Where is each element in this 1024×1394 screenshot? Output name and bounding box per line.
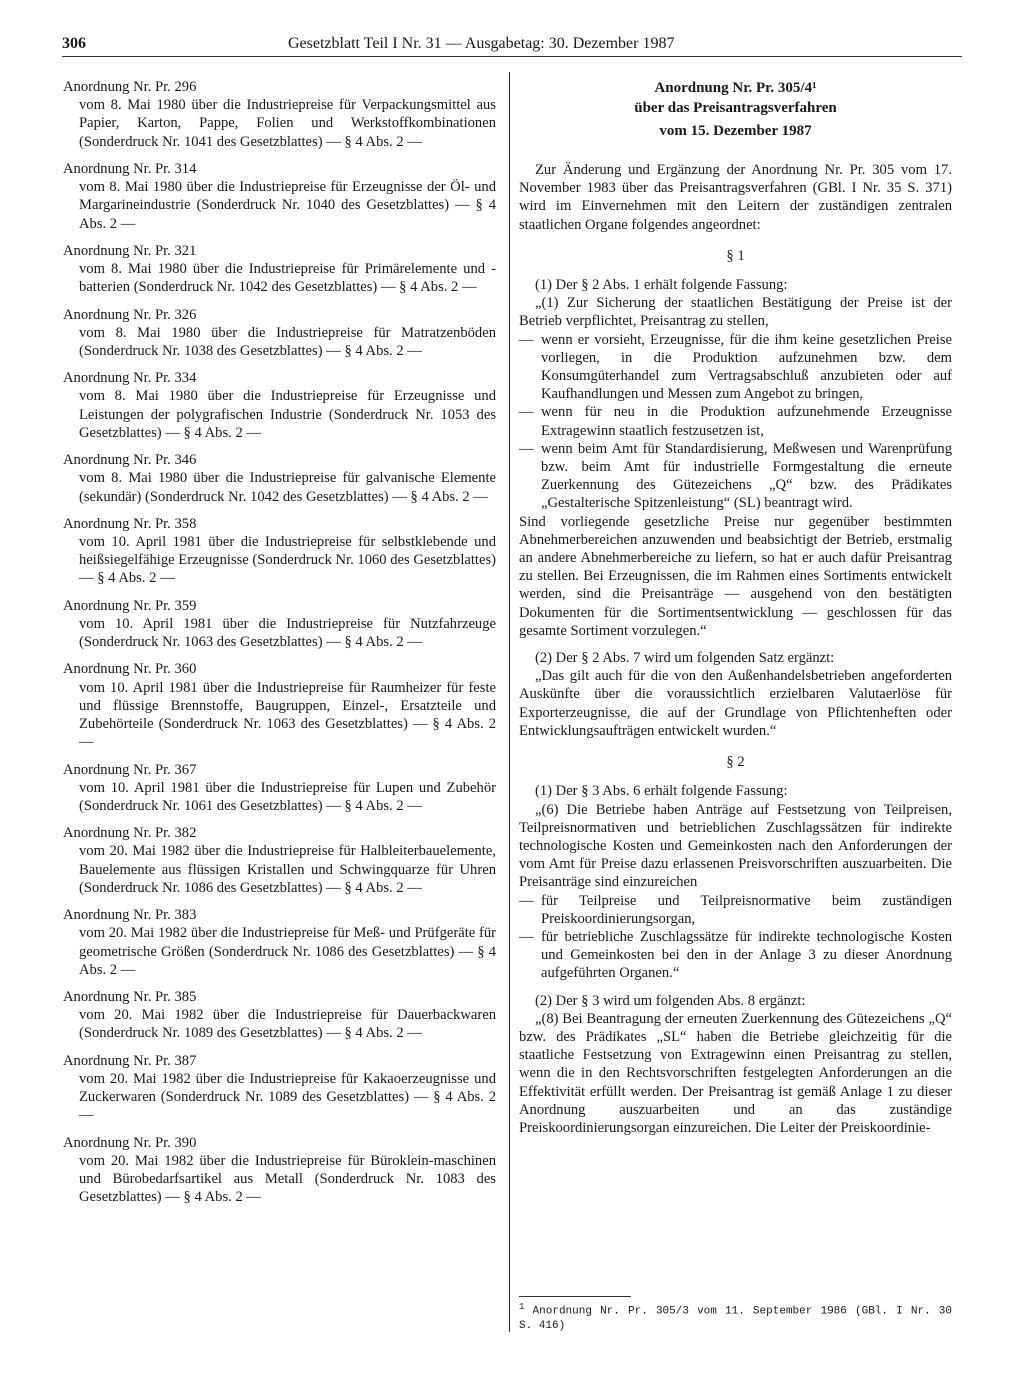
gap (519, 983, 952, 992)
dash-item (519, 892, 952, 928)
entry-body: vom 10. April 1981 über die Industriepreise für Lupen und Zubehör (Sonderdruck Nr. 1061 des Gesetzblattes) — § 4 Abs. 2 — (79, 779, 496, 814)
entry-heading: Anordnung Nr. Pr. 326 (63, 306, 197, 323)
paragraph-intro: (2) Der § 2 Abs. 7 wird um folgenden Satz ergänzt: (535, 650, 835, 667)
dash-bullet: — (519, 928, 534, 945)
dash-bullet: — (519, 331, 534, 348)
dash-bullet: — (519, 404, 534, 421)
entry-heading: Anordnung Nr. Pr. 346 (63, 452, 197, 469)
entry-heading: Anordnung Nr. Pr. 360 (63, 661, 197, 678)
right-column (519, 78, 952, 1137)
entry-body: vom 20. Mai 1982 über die Industriepreise für Büroklein-maschinen und Bürobedarfsartikel aus Metall (Sonderdruck Nr. 1083 des Gesetzblattes) — § 4 Abs. 2 — (79, 1152, 496, 1206)
entry-heading: Anordnung Nr. Pr. 321 (63, 242, 197, 259)
dash-item-text: wenn er vorsieht, Erzeugnisse, für die ihm keine gesetzlichen Preise vorliegen, in die Produktion aufzunehmen bzw. dem Konsumgüterhandel zum Vertragsabschluß anzubieten oder auf Kaufhandlungen und Messen zum Angebot zu bringen, (541, 331, 952, 403)
list-item (63, 78, 496, 151)
entry-body: vom 10. April 1981 über die Industriepreise für Nutzfahrzeuge (Sonderdruck Nr. 1063 des Gesetzblattes) — § 4 Abs. 2 — (79, 615, 496, 651)
entry-body: vom 8. Mai 1980 über die Industriepreise für Primärelemente und -batterien (Sonderdruck Nr. 1042 des Gesetzblattes) — § 4 Abs. 2 — (79, 261, 496, 296)
entry-heading: Anordnung Nr. Pr. 390 (63, 1134, 197, 1151)
paragraph-intro: (2) Der § 3 wird um folgenden Abs. 8 ergänzt: (535, 992, 806, 1009)
dash-item-text: für Teilpreise und Teilpreisnormative beim zuständigen Preiskoordinierungsorgan, (541, 892, 952, 927)
dash-item-text: wenn beim Amt für Standardisierung, Meßwesen und Warenprüfung bzw. beim Amt für industrielle Formgestaltung die erneute Zuerkennung des Gütezeichens „Q“ bzw. des Prädikates „Gestalterische Spitzenleistung“ (SL) beantragt wird. (541, 440, 952, 512)
dash-bullet: — (519, 892, 534, 909)
title-spacer (519, 141, 952, 161)
footnote (519, 1300, 952, 1333)
entry-heading: Anordnung Nr. Pr. 359 (63, 597, 197, 614)
entry-body: vom 8. Mai 1980 über die Industriepreise für Verpackungsmittel aus Papier, Karton, Pappe, Folien und Werkstoffkombinationen (Sonderdruck Nr. 1041 des Gesetzblattes) — § 4 Abs. 2 — (79, 97, 496, 150)
footnote-marker: 1 (519, 1302, 525, 1312)
dash-item (519, 331, 952, 404)
dash-item (519, 928, 952, 983)
entry-body: vom 20. Mai 1982 über die Industriepreise für Kakaoerzeugnisse und Zuckerwaren (Sonderdruck Nr. 1089 des Gesetzblattes) — § 4 Abs. 2 — (79, 1070, 496, 1124)
gap (519, 640, 952, 649)
list-item (63, 1134, 496, 1207)
list-item (63, 597, 496, 652)
dash-item (519, 403, 952, 439)
entry-heading: Anordnung Nr. Pr. 296 (63, 79, 197, 95)
list-item (63, 451, 496, 506)
footnote-rule (519, 1296, 631, 1297)
list-item (63, 160, 496, 233)
section-heading: § 2 (726, 754, 745, 771)
footnote-text: Anordnung Nr. Pr. 305/3 vom 11. September 1986 (GBl. I Nr. 30 S. 416) (519, 1305, 952, 1332)
dash-item (519, 440, 952, 513)
closing-paragraph: Sind vorliegende gesetzliche Preise nur gegenüber bestimmten Abnehmerbereichen anzuwenden und beabsichtigt der Betrieb, erstmalig an andere Abnehmerbereiche zu liefern, so hat er auch dafür Preisantrag zu stellen. Bei Erzeugnissen, die im Rahmen eines Sortiments entwickelt werden, sind die Preisanträge — ausgehend von den bestätigten Dokumenten für die Sortimentsentwicklung — geschlossen für das gesamte Sortiment vorzulegen.“ (519, 513, 952, 639)
quoted-text: „(6) Die Betriebe haben Anträge auf Festsetzung von Teilpreisen, Teilpreisnormativen und betrieblichen Zuschlagssätzen für indirekte technologische Kosten und Gemeinkosten nach den Anforderungen der vom Amt für Preise dazu erlassenen Preisvorschriften auszuarbeiten. Die Preisanträge sind einzureichen (519, 801, 952, 891)
list-item (63, 824, 496, 897)
quoted-text: „(8) Bei Beantragung der erneuten Zuerkennung des Gütezeichens „Q“ bzw. des Prädikates „SL“ haben die Betriebe gleichzeitig für die staatliche Festsetzung von Extragewinn einen Preisantrag zu stellen, wenn die in den Rechtsvorschriften festgelegten Anforderungen an die Effektivität erfüllt werden. Der Preisantrag ist gemäß Anlage 1 zu dieser Anordnung auszuarbeiten und an das zuständige Preiskoordinierungsorgan einzureichen. Die Leiter der Preiskoordinie- (519, 1010, 952, 1136)
entry-body: vom 20. Mai 1982 über die Industriepreise für Meß- und Prüfgeräte für geometrische Größen (Sonderdruck Nr. 1086 des Gesetzblattes) — § 4 Abs. 2 — (79, 925, 496, 978)
entry-heading: Anordnung Nr. Pr. 382 (63, 825, 197, 842)
list-item (63, 988, 496, 1043)
ordinance-title (519, 78, 952, 141)
left-column (63, 78, 496, 1216)
header-rule (62, 56, 962, 57)
entry-body: vom 8. Mai 1980 über die Industriepreise für Erzeugnisse und Leistungen der polygrafischen Industrie (Sonderdruck Nr. 1053 des Gesetzblattes) — § 4 Abs. 2 — (79, 388, 496, 441)
list-item (63, 660, 496, 751)
gazette-title: Gesetzblatt Teil I Nr. 31 — Ausgabetag: 30. Dezember 1987 (288, 35, 675, 52)
section-heading: § 1 (726, 247, 745, 264)
entry-heading: Anordnung Nr. Pr. 383 (63, 907, 197, 924)
entry-body: vom 8. Mai 1980 über die Industriepreise für galvanische Elemente (sekundär) (Sonderdruck Nr. 1042 des Gesetzblattes) — § 4 Abs. 2 — (79, 470, 496, 505)
ordinance-date: vom 15. Dezember 1987 (659, 123, 812, 139)
entry-heading: Anordnung Nr. Pr. 358 (63, 515, 197, 532)
page-header (62, 34, 962, 54)
entry-heading: Anordnung Nr. Pr. 367 (63, 761, 197, 778)
intro-paragraph: Zur Änderung und Ergänzung der Anordnung Nr. Pr. 305 vom 17. November 1983 über das Preisantragsverfahren (GBl. I Nr. 35 S. 371) wird im Einvernehmen mit den Leitern der zuständigen zentralen staatlichen Organe folgendes angeordnet: (519, 162, 952, 233)
list-item (63, 1052, 496, 1125)
quoted-text: „(1) Zur Sicherung der staatlichen Bestätigung der Preise ist der Betrieb verpflichtet, Preisantrag zu stellen, (519, 295, 952, 330)
entry-heading: Anordnung Nr. Pr. 334 (63, 370, 197, 387)
dash-item-text: für betriebliche Zuschlagssätze für indirekte technologische Kosten und Gemeinkosten bei den in der Anlage 3 zu dieser Anordnung aufgeführten Organen.“ (541, 928, 952, 982)
list-item (63, 369, 496, 442)
list-item (63, 761, 496, 816)
list-item (63, 242, 496, 297)
quoted-text: „Das gilt auch für die von den Außenhandelsbetrieben angeforderten Auskünfte über die voraussichtlich erzielbaren Valutaerlöse für Exporterzeugnisse, die auf der Grundlage von Pflichtenheften oder Entwicklungsaufträgen entwickelt wurden.“ (519, 668, 952, 739)
ordinance-title-line1: Anordnung Nr. Pr. 305/4¹ (654, 80, 817, 96)
entry-body: vom 20. Mai 1982 über die Industriepreise für Halbleiterbauelemente, Bauelemente aus flüssigen Kristallen und Schwingquarze für Uhren (Sonderdruck Nr. 1086 des Gesetzblattes) — § 4 Abs. 2 — (79, 843, 496, 896)
entry-heading: Anordnung Nr. Pr. 385 (63, 989, 197, 1006)
entry-heading: Anordnung Nr. Pr. 314 (63, 160, 197, 177)
column-divider (509, 72, 510, 1332)
entry-body: vom 10. April 1981 über die Industriepreise für selbstklebende und heißsiegelfähige Erzeugnisse (Sonderdruck Nr. 1060 des Gesetzblattes) — § 4 Abs. 2 — (79, 534, 497, 587)
dash-bullet: — (519, 440, 534, 457)
entry-body: vom 10. April 1981 über die Industriepreise für Raumheizer für feste und flüssige Brennstoffe, Baugruppen, Einzel-, Ersatzteile und Zubehörteile (Sonderdruck Nr. 1063 des Gesetzblattes) — § 4 Abs. 2 — (79, 679, 496, 751)
paragraph-intro: (1) Der § 2 Abs. 1 erhält folgende Fassung: (535, 277, 788, 294)
list-item (63, 906, 496, 979)
list-item (63, 515, 496, 588)
entry-body: vom 8. Mai 1980 über die Industriepreise für Matratzenböden (Sonderdruck Nr. 1038 des Gesetzblattes) — § 4 Abs. 2 — (79, 324, 496, 359)
list-item (63, 306, 496, 361)
entry-body: vom 20. Mai 1982 über die Industriepreise für Dauerbackwaren (Sonderdruck Nr. 1089 des Gesetzblattes) — § 4 Abs. 2 — (79, 1007, 496, 1042)
entry-body: vom 8. Mai 1980 über die Industriepreise für Erzeugnisse der Öl- und Margarineindustrie (Sonderdruck Nr. 1040 des Gesetzblattes) — § 4 Abs. 2 — (79, 179, 496, 232)
entry-heading: Anordnung Nr. Pr. 387 (63, 1052, 197, 1069)
page-number: 306 (62, 35, 86, 52)
paragraph-intro: (1) Der § 3 Abs. 6 erhält folgende Fassung: (535, 783, 788, 800)
ordinance-title-line2: über das Preisantragsverfahren (634, 100, 837, 116)
dash-item-text: wenn für neu in die Produktion aufzunehmende Erzeugnisse Extragewinn staatlich festzusetzen ist, (541, 404, 952, 439)
